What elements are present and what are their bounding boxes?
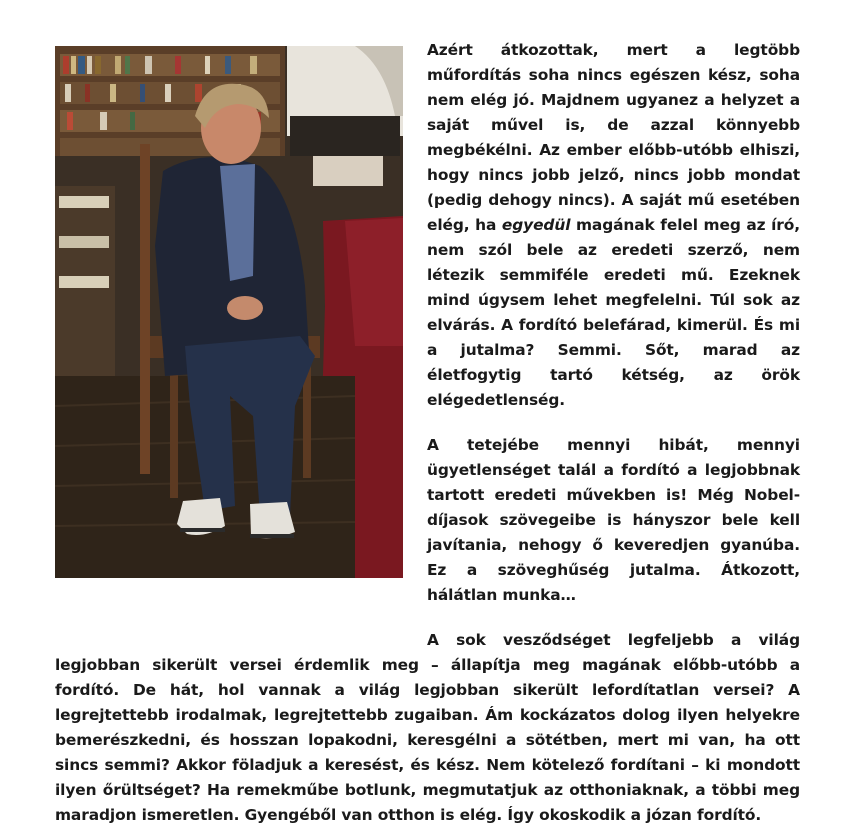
paragraph-2: A tetejébe mennyi hibát, mennyi ügyetlenséget talál a fordító a legjobbnak tartott eredeti művekben is! Még Nobel-díjasok szövegeibe is hányszor bele kell javítania, nehogy ő keveredjen gyanúba. Ez a szöveghűség jutalma. Átkozott, hálátlan munka… [427, 436, 800, 604]
paragraph-1-emphasis: egyedül [501, 216, 571, 234]
author-photo [55, 46, 403, 578]
paragraph-1-text-a: Azért átkozottak, mert a legtöbb műfordítás soha nincs egészen kész, soha nem elég jó. Majdnem ugyanez a helyzet a saját művel is, de azzal könnyebb megbékélni. Az ember előbb-utóbb elhiszi, hogy nincs jobb jelző, nincs jobb mondat (pedig dehogy nincs). A saját mű esetében elég, ha [427, 41, 800, 234]
article-body [55, 38, 800, 828]
paragraph-1-text-b: magának felel meg az író, nem szól bele az eredeti szerző, nem létezik semmiféle eredeti mű. Ezeknek mind úgysem lehet megfelelni. Túl sok az elvárás. A fordító belefárad, kimerül. És mi a jutalma? Semmi. Sőt, marad az életfogytig tartó kétség, az örök elégedetlenség. [427, 216, 800, 409]
paragraph-3: A sok vesződséget legfeljebb a világ legjobban sikerült versei érdemlik meg – állapítja meg magának előbb-utóbb a fordító. De hát, hol vannak a világ legjobban sikerült lefordítatlan versei? A legrejtettebb irodalmak, legrejtettebb zugaiban. Ám kockázatos dolog ilyen helyekre bemerészkedni, és hosszan lopakodni, keresgélni a sötétben, mert mi van, ha ott sincs semmi? Akkor föladjuk a keresést, és kész. Nem kötelező fordítani – ki mondott ilyen őrültséget? Ha remekműbe botlunk, megmutatjuk az otthoniaknak, a többi meg maradjon ismeretlen. Gyengéből van otthon is elég. Így okoskodik a józan fordító. [55, 631, 800, 824]
author-photo-illustration [55, 46, 403, 578]
